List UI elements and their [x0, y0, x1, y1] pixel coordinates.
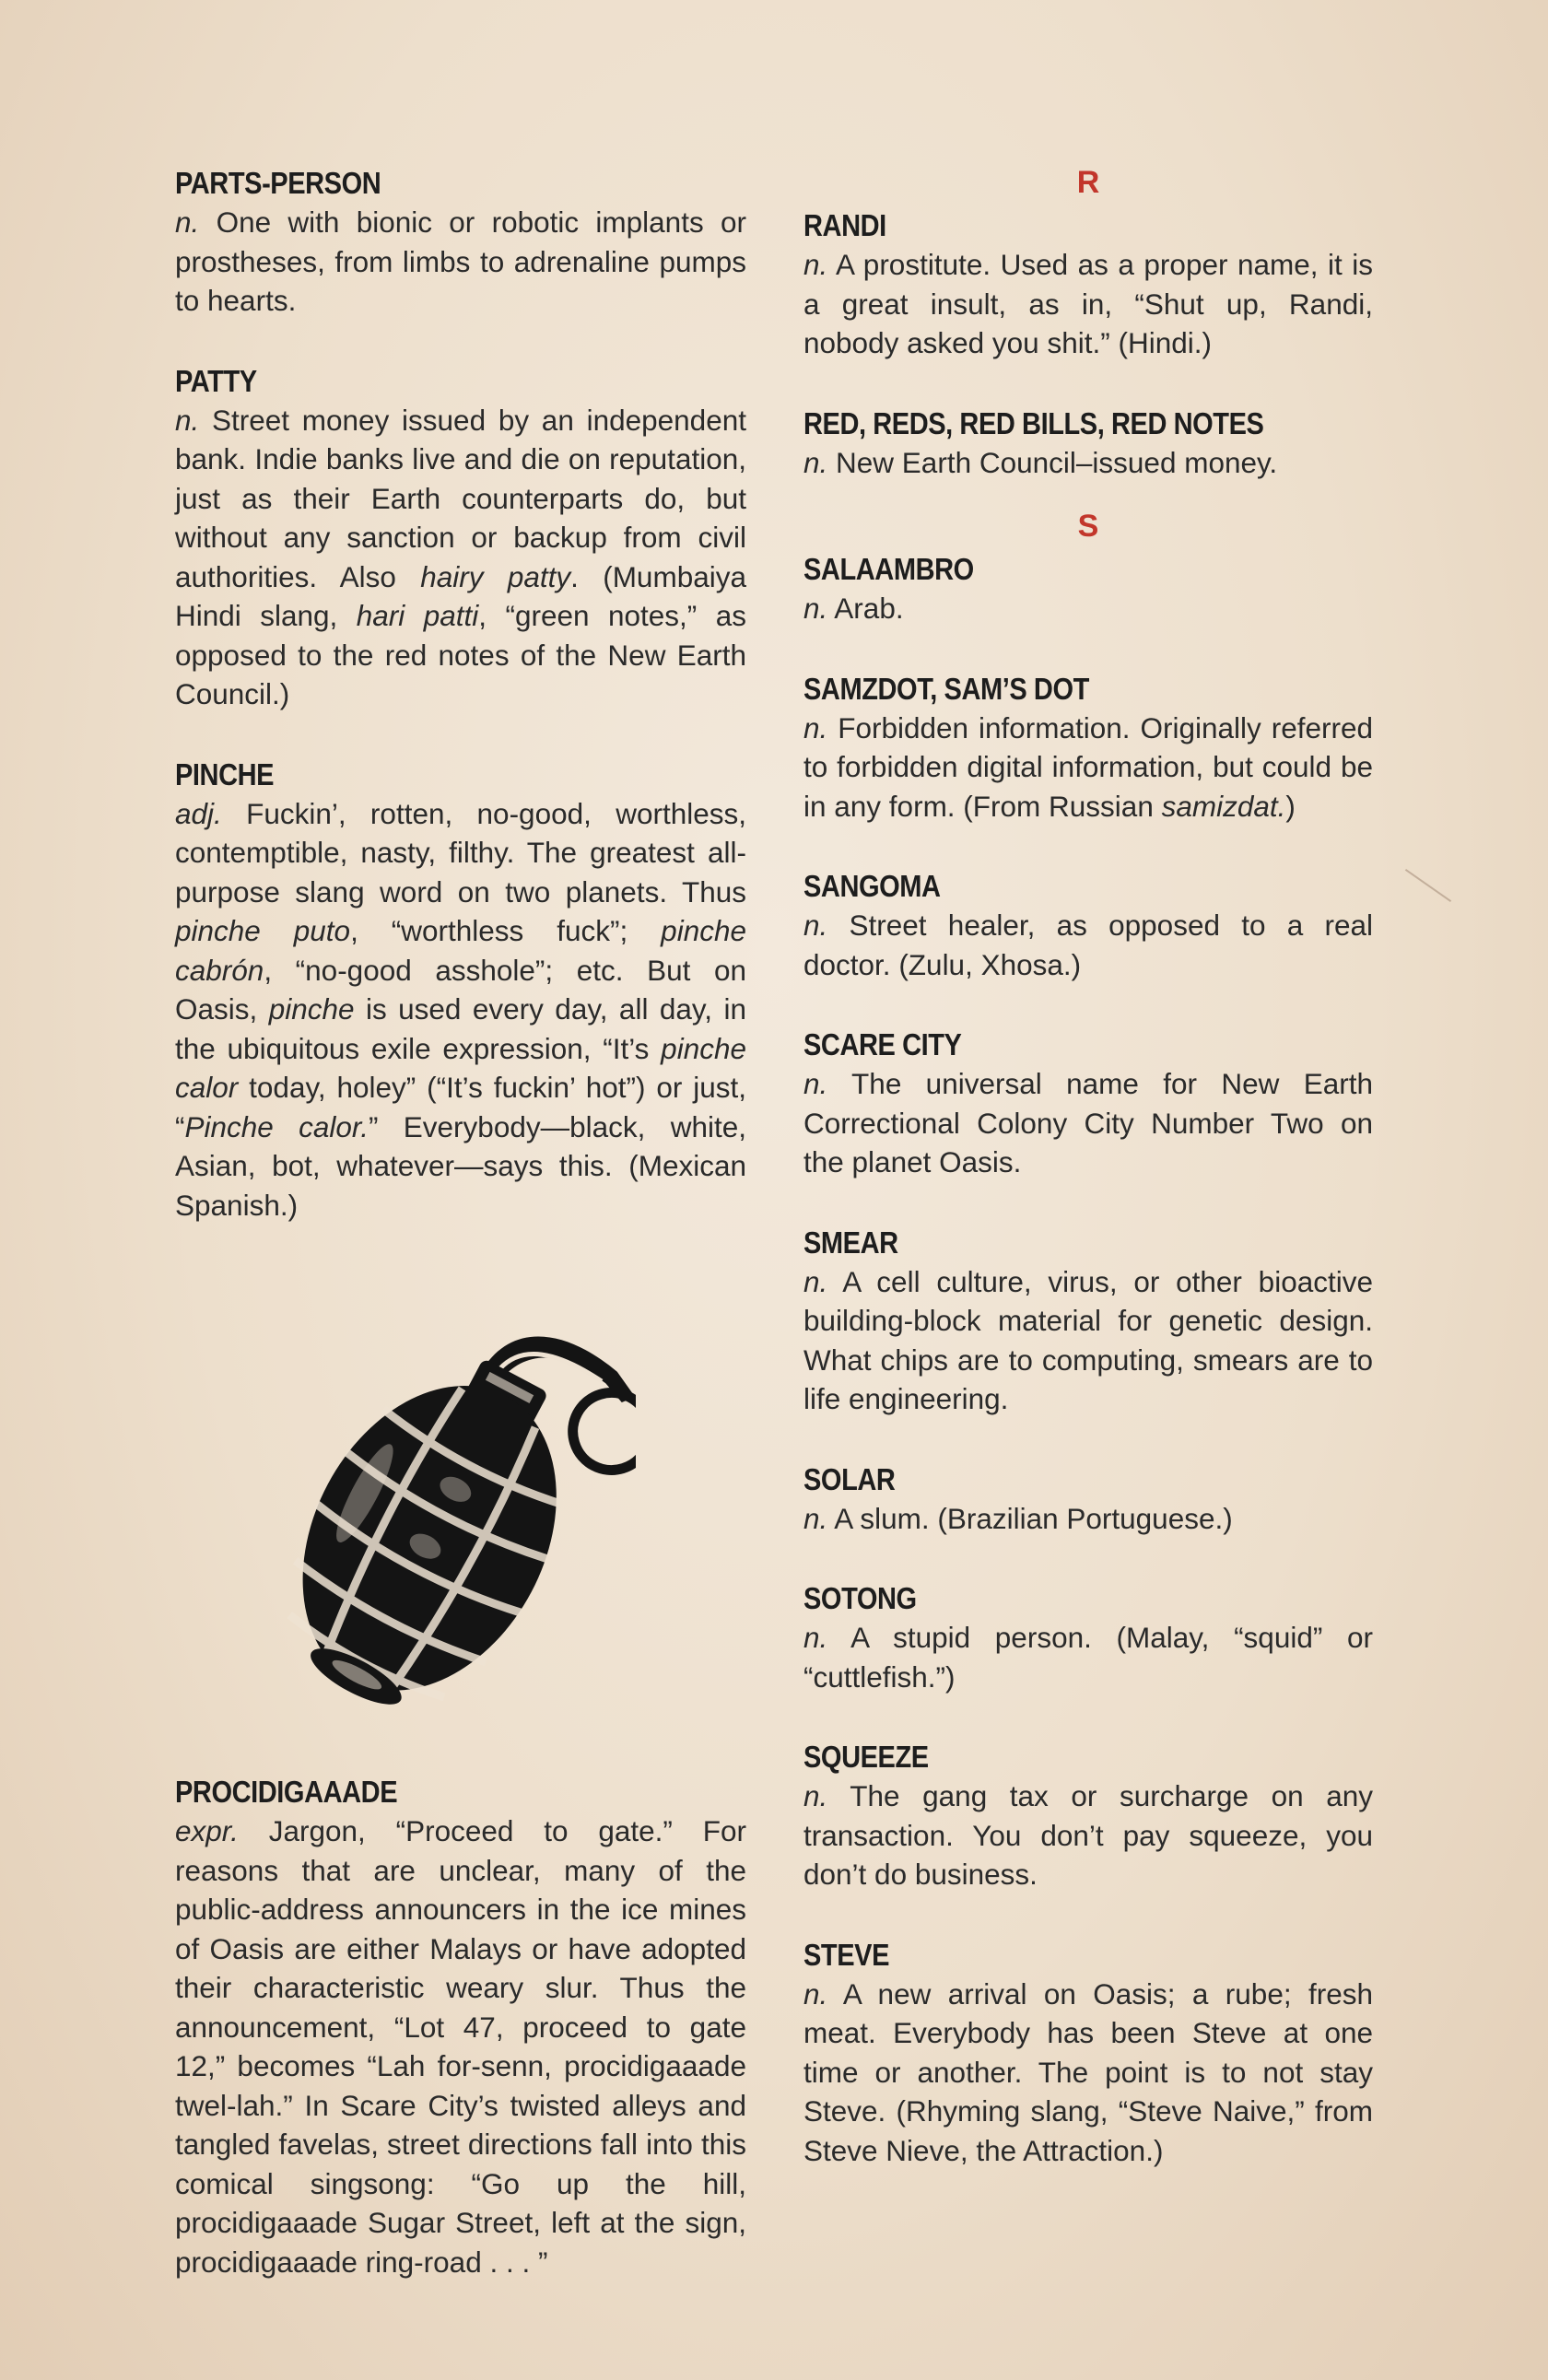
entry-steve — [803, 1936, 1373, 2171]
entry-term: SCARE CITY — [803, 1027, 962, 1061]
left-column — [175, 164, 746, 2323]
part-of-speech: n. — [803, 1501, 828, 1535]
right-column — [803, 164, 1373, 2211]
entry-definition: n. The gang tax or surcharge on any transaction. You don’t pay squeeze, you don’t do business. — [803, 1779, 1373, 1891]
part-of-speech: expr. — [175, 1814, 239, 1847]
entry-definition: n. New Earth Council–issued money. — [803, 445, 1278, 479]
entry-procidigaaade — [175, 1773, 746, 2281]
entry-definition: n. Forbidden information. Originally referred to forbidden digital information, but could be in any form. (From Russian samizdat.) — [803, 710, 1373, 823]
entry-definition: n. A prostitute. Used as a proper name, it is a great insult, as in, “Shut up, Randi, nobody asked you shit.” (Hindi.) — [803, 248, 1373, 359]
entry-definition: adj. Fuckin’, rotten, no-good, worthless, contemptible, nasty, filthy. The greatest all-purpose slang word on two planets. Thus pinche puto, “worthless fuck”; pinche cabrón, “no-good asshole”; etc. But on Oasis, pinche is used every day, all day, in the ubiquitous exile expression, “It’s pinche calor today, holey” (“It’s fuckin’ hot”) or just, “Pinche calor.” Everybody—black, white, Asian, bot, whatever—says this. (Mexican Spanish.) — [175, 796, 746, 1222]
entry-red-notes — [803, 404, 1373, 483]
entry-definition: n. A cell culture, virus, or other bioactive building-block material for genetic design. What chips are to computing, smears are to life engineering. — [803, 1264, 1373, 1415]
entry-term: SOLAR — [803, 1461, 896, 1496]
entry-sotong — [803, 1579, 1373, 1696]
entry-salaambro — [803, 550, 1373, 628]
entry-definition: n. A slum. (Brazilian Portuguese.) — [803, 1501, 1233, 1535]
entry-samzdot — [803, 670, 1373, 827]
part-of-speech: n. — [803, 909, 828, 942]
entry-term: SOTONG — [803, 1581, 917, 1615]
entry-term: PATTY — [175, 363, 257, 398]
part-of-speech: n. — [803, 1976, 828, 2011]
entry-pinche — [175, 756, 746, 1225]
part-of-speech: adj. — [175, 796, 222, 830]
entry-term: SALAAMBRO — [803, 552, 974, 586]
part-of-speech: n. — [803, 592, 828, 625]
part-of-speech: n. — [803, 248, 828, 281]
grenade-illustration — [175, 1257, 746, 1773]
entry-smear — [803, 1224, 1373, 1419]
letter-heading-s: S — [1077, 509, 1099, 544]
entry-term: SAMZDOT, SAM’S DOT — [803, 671, 1089, 706]
part-of-speech: n. — [803, 1264, 828, 1298]
part-of-speech: n. — [803, 710, 828, 744]
entry-definition: n. Street money issued by an independent bank. Indie banks live and die on reputation, just as their Earth counterparts do, but without any sanction or backup from civil authorities. Also hairy patty. (Mumbaiya Hindi slang, hari patti, “green notes,” as opposed to the red notes of the New Earth Council.) — [175, 403, 746, 710]
entry-parts-person — [175, 164, 746, 321]
part-of-speech: n. — [175, 205, 200, 239]
entry-term: PARTS-PERSON — [175, 166, 381, 200]
part-of-speech: n. — [175, 403, 200, 437]
paper-scratch — [1405, 869, 1451, 902]
entry-patty — [175, 362, 746, 714]
entry-definition: n. A stupid person. (Malay, “squid” or “cuttlefish.”) — [803, 1621, 1373, 1694]
entry-scare-city — [803, 1026, 1373, 1182]
letter-heading-r: R — [1076, 165, 1100, 200]
entry-definition: n. The universal name for New Earth Correctional Colony City Number Two on the planet Oasis. — [803, 1067, 1373, 1178]
entry-randi — [803, 206, 1373, 363]
part-of-speech: n. — [803, 1779, 828, 1812]
entry-term: STEVE — [803, 1937, 890, 1972]
entry-definition: n. Street healer, as opposed to a real doctor. (Zulu, Xhosa.) — [803, 909, 1373, 981]
entry-term: RED, REDS, RED BILLS, RED NOTES — [803, 405, 1264, 440]
entry-term: RANDI — [803, 208, 886, 242]
entry-squeeze — [803, 1738, 1373, 1894]
entry-sangoma — [803, 867, 1373, 984]
grenade-icon — [249, 1257, 636, 1754]
entry-definition: n. One with bionic or robotic implants or prostheses, from limbs to adrenaline pumps to hearts. — [175, 205, 746, 317]
entry-definition: expr. Jargon, “Proceed to gate.” For reasons that are unclear, many of the public-address announcers in the ice mines of Oasis are either Malays or have adopted their characteristic weary slur. Thus the announcement, “Lot 47, proceed to gate 12,” becomes “Lah for-senn, procidigaaade twel-lah.” In Scare City’s twisted alleys and tangled favelas, street directions fall into this comical singsong: “Go up the hill, procidigaaade Sugar Street, left at the sign, procidigaaade ring-road . . . ” — [175, 1814, 746, 2279]
entry-definition: n. Arab. — [803, 592, 904, 625]
part-of-speech: n. — [803, 445, 828, 479]
entry-term: SANGOMA — [803, 869, 941, 903]
part-of-speech: n. — [803, 1067, 828, 1100]
entry-term: SMEAR — [803, 1225, 898, 1260]
entry-term: SQUEEZE — [803, 1740, 929, 1774]
entry-term: PINCHE — [175, 756, 275, 791]
entry-term: PROCIDIGAAADE — [175, 1775, 398, 1809]
entry-solar — [803, 1460, 1373, 1539]
entry-definition: n. A new arrival on Oasis; a rube; fresh meat. Everybody has been Steve at one time or another. The point is to not stay Steve. (Rhyming slang, “Steve Naive,” from Steve Nieve, the Attraction.) — [803, 1976, 1373, 2167]
part-of-speech: n. — [803, 1621, 828, 1654]
